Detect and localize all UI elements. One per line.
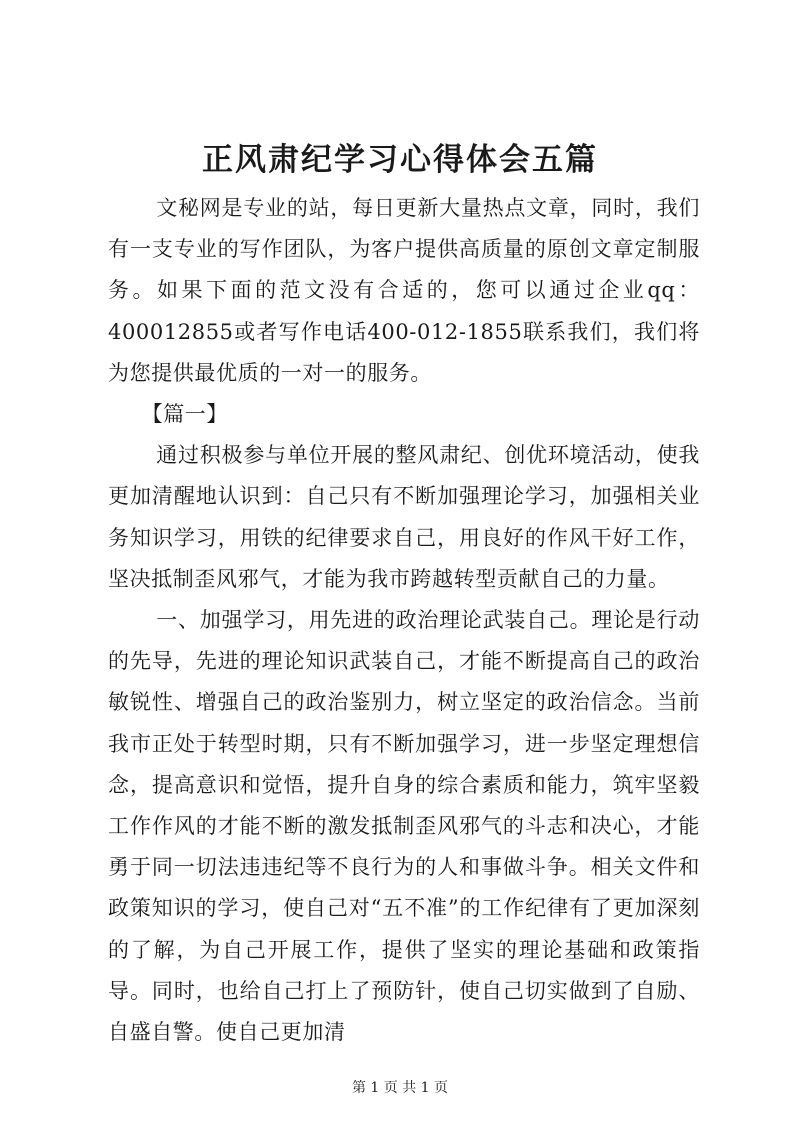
page-footer: 第 1 页 共 1 页 — [351, 1080, 449, 1096]
body-paragraph: 通过积极参与单位开展的整风肃纪、创优环境活动，使我更加清醒地认识到：自己只有不断加强理论学习，加强相关业务知识学习，用铁的纪律要求自己，用良好的作风干好工作，坚决抵制歪风邪气，才能为我市跨越转型贡献自己的力量。 — [108, 443, 700, 591]
page-title: 正风肃纪学习心得体会五篇 — [202, 142, 598, 178]
intro-paragraph: 文秘网是专业的站，每日更新大量热点文章，同时，我们有一支专业的写作团队，为客户提供高质量的原创文章定制服务。如果下面的范文没有合适的，您可以通过企业qq：400012855或者写作电话400-012-1855联系我们，我们将为您提供最优质的一对一的服务。 — [108, 196, 700, 385]
document-body — [108, 188, 700, 1053]
section-heading: 【篇一】 — [141, 402, 228, 427]
body-paragraph: 一、加强学习，用先进的政治理论武装自己。理论是行动的先导，先进的理论知识武装自己，才能不断提高自己的政治敏锐性、增强自己的政治鉴别力，树立坚定的政治信念。当前我市正处于转型时期，只有不断加强学习，进一步坚定理想信念，提高意识和觉悟，提升自身的综合素质和能力，筑牢坚毅工作作风的才能不断的激发抵制歪风邪气的斗志和决心，才能勇于同一切法违违纪等不良行为的人和事做斗争。相关文件和政策知识的学习，使自己对“五不准”的工作纪律有了更加深刻的了解，为自己开展工作，提供了坚实的理论基础和政策指导。同时，也给自己打上了预防针，使自己切实做到了自励、自盛自警。使自己更加清 — [108, 608, 700, 1045]
